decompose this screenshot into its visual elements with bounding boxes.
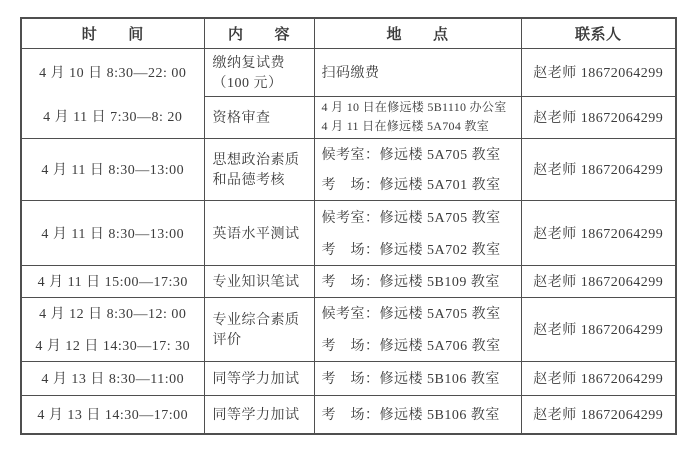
location-cell: [314, 297, 521, 361]
location-line: 考 场：修远楼 5A702 教室: [321, 242, 501, 258]
content-cell: [204, 265, 314, 297]
location-line: 考 场：修远楼 5A701 教室: [321, 178, 501, 193]
contact-cell: 赵老师 18672064299: [521, 96, 676, 138]
location-line: 候考室：修远楼 5A705 教室: [321, 148, 501, 163]
location-line: 扫码缴费: [321, 66, 380, 81]
table-row: [21, 361, 676, 395]
time-cell: 4 月 11 日 8:30—13:00: [21, 138, 204, 200]
content-line: 思想政治素质: [212, 153, 300, 168]
location-line: 候考室：修远楼 5A705 教室: [321, 307, 501, 322]
content-cell: [204, 138, 314, 200]
location-line: 考 场：修远楼 5B106 教室: [321, 372, 500, 387]
location-cell: [314, 200, 521, 265]
content-line: 和品德考核: [212, 173, 285, 188]
location-line: 4 月 11 日在修远楼 5A704 教室: [321, 119, 490, 133]
location-cell: [314, 138, 521, 200]
content-line: 同等学力加试: [212, 408, 300, 424]
time-line: 4 月 10 日 8:30—22: 00: [39, 66, 187, 82]
time-cell-merged: [21, 48, 204, 138]
table-row: [21, 48, 676, 96]
header-location: 地 点: [314, 18, 521, 48]
location-line: 考 场：修远楼 5B106 教室: [321, 408, 500, 424]
location-cell: [314, 48, 521, 96]
header-time: 时 间: [21, 18, 204, 48]
contact-cell: 赵老师 18672064299: [521, 48, 676, 96]
location-line: 考 场：修远楼 5A706 教室: [321, 339, 501, 354]
table-row: [21, 138, 676, 200]
contact-cell: 赵老师 18672064299: [521, 297, 676, 361]
time-line: 4 月 11 日 7:30—8: 20: [43, 110, 183, 126]
location-line: 考 场：修远楼 5B109 教室: [321, 275, 500, 290]
table-header-row: [21, 18, 676, 48]
content-cell: [204, 48, 314, 96]
content-line: 英语水平测试: [212, 226, 300, 242]
location-cell: [314, 361, 521, 395]
table-row: [21, 297, 676, 361]
time-cell: 4 月 11 日 8:30—13:00: [21, 200, 204, 265]
content-line: 专业知识笔试: [212, 275, 300, 290]
time-cell: 4 月 13 日 14:30—17:00: [21, 395, 204, 434]
content-line: 资格审查: [212, 111, 271, 126]
location-line: 候考室：修远楼 5A705 教室: [321, 210, 501, 226]
content-line: 评价: [212, 333, 242, 348]
content-line: （100 元）: [212, 76, 283, 91]
content-line: 缴纳复试费: [212, 56, 285, 71]
location-cell: [314, 96, 521, 138]
time-cell: [21, 297, 204, 361]
contact-cell: 赵老师 18672064299: [521, 200, 676, 265]
exam-schedule-table: [20, 17, 677, 435]
content-line: 专业综合素质: [212, 313, 300, 328]
location-line: 4 月 10 日在修远楼 5B1110 办公室: [321, 100, 507, 115]
content-cell: [204, 200, 314, 265]
header-contact: 联系人: [521, 18, 676, 48]
time-cell: 4 月 11 日 15:00—17:30: [21, 265, 204, 297]
content-cell: [204, 395, 314, 434]
table-row: [21, 395, 676, 434]
contact-cell: 赵老师 18672064299: [521, 395, 676, 434]
time-line: 4 月 12 日 8:30—12: 00: [39, 307, 187, 322]
content-cell: [204, 96, 314, 138]
contact-cell: 赵老师 18672064299: [521, 361, 676, 395]
time-line: 4 月 12 日 14:30—17: 30: [35, 339, 191, 354]
content-line: 同等学力加试: [212, 372, 300, 387]
content-cell: [204, 361, 314, 395]
table-row: [21, 265, 676, 297]
table-row: [21, 200, 676, 265]
contact-cell: 赵老师 18672064299: [521, 138, 676, 200]
header-content: 内 容: [204, 18, 314, 48]
content-cell: [204, 297, 314, 361]
location-cell: [314, 395, 521, 434]
contact-cell: 赵老师 18672064299: [521, 265, 676, 297]
time-cell: 4 月 13 日 8:30—11:00: [21, 361, 204, 395]
location-cell: [314, 265, 521, 297]
